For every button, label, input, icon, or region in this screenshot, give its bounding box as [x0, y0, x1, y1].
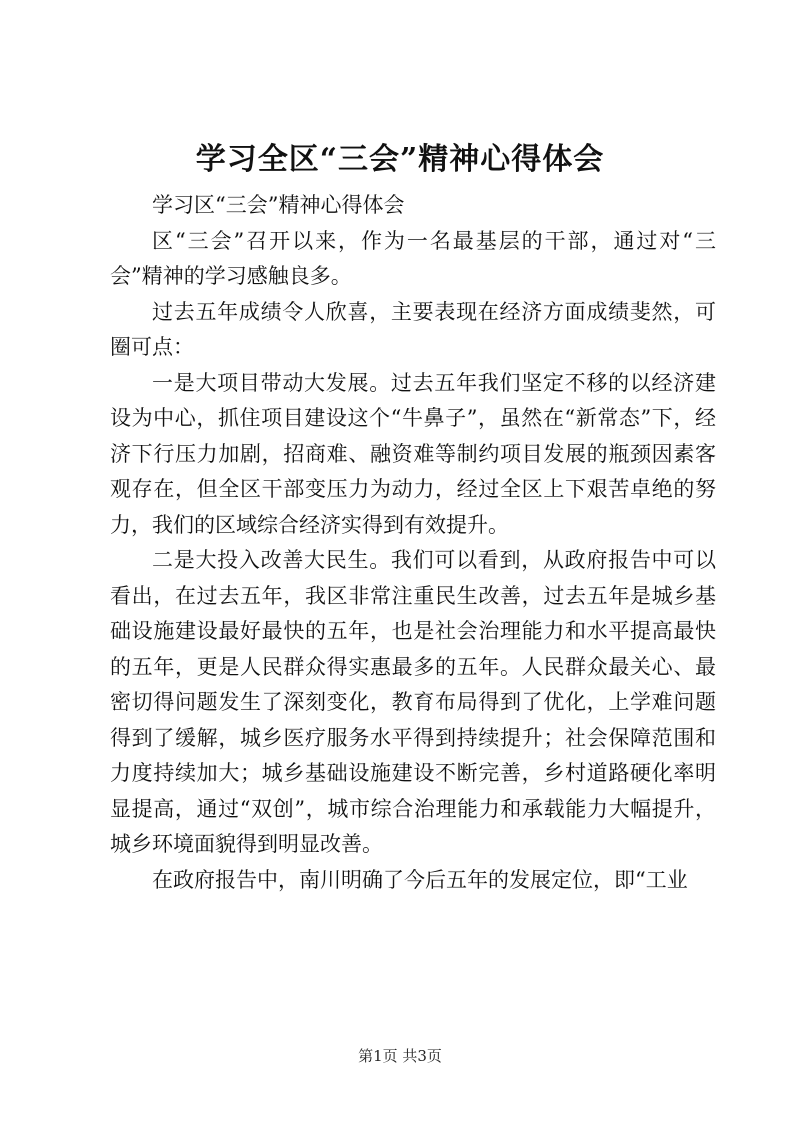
paragraph-point-one: 一是大项目带动大发展。过去五年我们坚定不移的以经济建设为中心，抓住项目建设这个“牛鼻子”，虽然在“新常态”下，经济下行压力加剧，招商难、融资难等制约项目发展的瓶颈因素客观存在，但全区干部变压力为动力，经过全区上下艰苦卓绝的努力，我们的区域综合经济实得到有效提升。 — [110, 370, 716, 537]
page-footer: 第1页 共3页 — [358, 1047, 442, 1065]
paragraph-intro: 区“三会”召开以来，作为一名最基层的干部，通过对“三会”精神的学习感触良多。 — [110, 228, 716, 288]
document-body — [110, 188, 716, 898]
paragraph-achievements: 过去五年成绩令人欣喜，主要表现在经济方面成绩斐然，可圈可点： — [110, 299, 716, 359]
document-title: 学习全区“三会”精神心得体会 — [195, 142, 605, 177]
paragraph-point-two: 二是大投入改善大民生。我们可以看到，从政府报告中可以看出，在过去五年，我区非常注重民生改善，过去五年是城乡基础设施建设最好最快的五年，也是社会治理能力和水平提高最快的五年，更是人民群众得实惠最多的五年。人民群众最关心、最密切得问题发生了深刻变化，教育布局得到了优化，上学难问题得到了缓解，城乡医疗服务水平得到持续提升；社会保障范围和力度持续加大；城乡基础设施建设不断完善，乡村道路硬化率明显提高，通过“双创”，城市综合治理能力和承载能力大幅提升，城乡环境面貌得到明显改善。 — [110, 548, 716, 856]
paragraph-development: 在政府报告中，南川明确了今后五年的发展定位，即“工业 — [152, 867, 688, 892]
paragraph-subtitle: 学习区“三会”精神心得体会 — [152, 193, 405, 217]
